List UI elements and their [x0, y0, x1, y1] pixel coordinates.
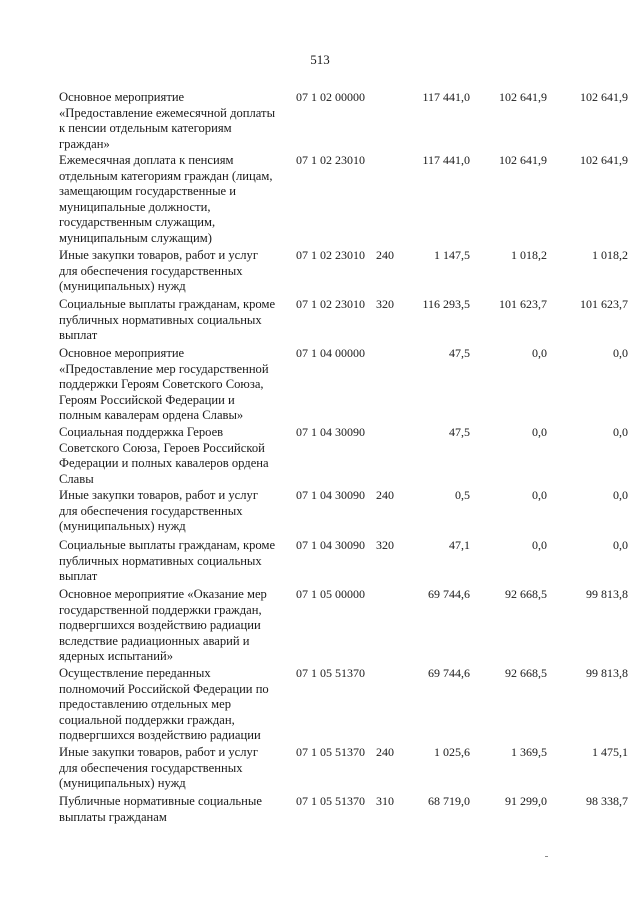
target-article-code: 07 1 05 00000: [296, 587, 365, 601]
target-article-code: 07 1 04 30090: [296, 425, 365, 439]
amount-year-2: 1 018,2: [511, 248, 547, 262]
amount-year-2: 92 668,5: [505, 587, 547, 601]
page-number: 513: [310, 52, 330, 67]
amount-year-2: 101 623,7: [499, 297, 547, 311]
target-article-code: 07 1 04 00000: [296, 346, 365, 360]
amount-year-3: 98 338,7: [586, 794, 628, 808]
target-article-code: 07 1 02 23010: [296, 297, 365, 311]
row-description: Основное мероприятие «Предоставление мер государственной поддержки Героям Советского Союза, Героям Российской Федерации и полным кавалерам ордена Славы»: [59, 346, 269, 423]
row-description: Иные закупки товаров, работ и услуг для обеспечения государственных (муниципальных) нужд: [59, 745, 259, 791]
target-article-code: 07 1 04 30090: [296, 488, 365, 502]
amount-year-3: 101 623,7: [580, 297, 628, 311]
target-article-code: 07 1 02 23010: [296, 248, 365, 262]
amount-year-2: 92 668,5: [505, 666, 547, 680]
amount-year-1: 68 719,0: [428, 794, 470, 808]
expense-type-code: 320: [376, 297, 394, 311]
amount-year-3: 102 641,9: [580, 153, 628, 167]
scan-speck: [545, 856, 548, 857]
expense-type-code: 320: [376, 538, 394, 552]
amount-year-3: 0,0: [613, 346, 628, 360]
amount-year-1: 0,5: [455, 488, 470, 502]
amount-year-3: 0,0: [613, 538, 628, 552]
target-article-code: 07 1 02 23010: [296, 153, 365, 167]
target-article-code: 07 1 04 30090: [296, 538, 365, 552]
row-description: Ежемесячная доплата к пенсиям отдельным категориям граждан (лицам, замещающим государственные и муниципальные должности, государственным служащим, муниципальным служащим): [59, 153, 273, 245]
amount-year-3: 1 475,1: [592, 745, 628, 759]
row-description: Основное мероприятие «Оказание мер государственной поддержки граждан, подвергшихся воздействию радиации вследствие радиационных аварий и ядерных испытаний»: [59, 587, 267, 664]
amount-year-2: 91 299,0: [505, 794, 547, 808]
amount-year-2: 0,0: [532, 538, 547, 552]
amount-year-2: 0,0: [532, 488, 547, 502]
expense-type-code: 240: [376, 248, 394, 262]
row-description: Иные закупки товаров, работ и услуг для обеспечения государственных (муниципальных) нужд: [59, 248, 259, 294]
amount-year-1: 69 744,6: [428, 587, 470, 601]
expense-type-code: 240: [376, 488, 394, 502]
amount-year-3: 102 641,9: [580, 90, 628, 104]
amount-year-3: 1 018,2: [592, 248, 628, 262]
amount-year-1: 1 147,5: [434, 248, 470, 262]
amount-year-3: 99 813,8: [586, 587, 628, 601]
expense-type-code: 310: [376, 794, 394, 808]
row-description: Основное мероприятие «Предоставление ежемесячной доплаты к пенсии отдельным категориям граждан»: [59, 90, 276, 151]
amount-year-3: 0,0: [613, 425, 628, 439]
target-article-code: 07 1 05 51370: [296, 794, 365, 808]
row-description: Публичные нормативные социальные выплаты гражданам: [59, 794, 262, 824]
amount-year-3: 99 813,8: [586, 666, 628, 680]
amount-year-2: 0,0: [532, 346, 547, 360]
amount-year-2: 102 641,9: [499, 90, 547, 104]
row-description: Социальные выплаты гражданам, кроме публичных нормативных социальных выплат: [59, 538, 276, 584]
amount-year-3: 0,0: [613, 488, 628, 502]
amount-year-1: 47,5: [449, 346, 470, 360]
amount-year-1: 1 025,6: [434, 745, 470, 759]
amount-year-1: 117 441,0: [422, 90, 470, 104]
amount-year-1: 69 744,6: [428, 666, 470, 680]
amount-year-2: 102 641,9: [499, 153, 547, 167]
amount-year-1: 116 293,5: [422, 297, 470, 311]
amount-year-1: 47,1: [449, 538, 470, 552]
amount-year-1: 47,5: [449, 425, 470, 439]
target-article-code: 07 1 05 51370: [296, 666, 365, 680]
row-description: Социальная поддержка Героев Советского Союза, Героев Российской Федерации и полных кавалеров ордена Славы: [59, 425, 269, 486]
amount-year-2: 0,0: [532, 425, 547, 439]
expense-type-code: 240: [376, 745, 394, 759]
amount-year-2: 1 369,5: [511, 745, 547, 759]
target-article-code: 07 1 02 00000: [296, 90, 365, 104]
row-description: Социальные выплаты гражданам, кроме публичных нормативных социальных выплат: [59, 297, 276, 343]
row-description: Осуществление переданных полномочий Российской Федерации по предоставлению отдельных мер социальной поддержки граждан, подвергшихся воздействию радиации: [59, 666, 269, 743]
amount-year-1: 117 441,0: [422, 153, 470, 167]
row-description: Иные закупки товаров, работ и услуг для обеспечения государственных (муниципальных) нужд: [59, 488, 259, 534]
target-article-code: 07 1 05 51370: [296, 745, 365, 759]
